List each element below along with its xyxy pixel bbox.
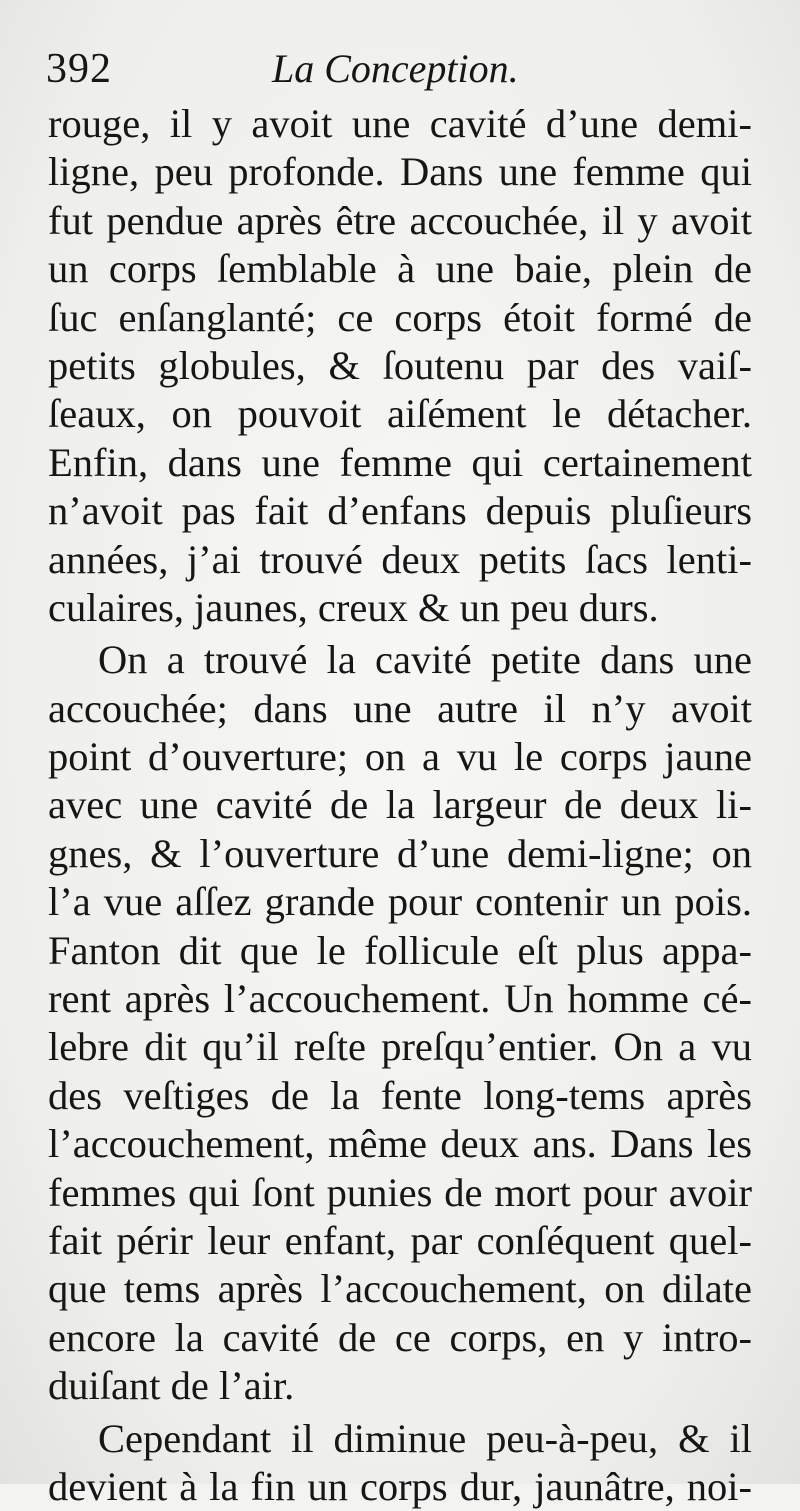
text-line: rouge, il y avoit une cavité d’une demi- [48, 101, 752, 146]
running-title: La Conception. [272, 46, 519, 91]
text-line: années, j’ai trouvé deux petits ſacs lenti- [48, 536, 752, 582]
text-line: lebre dit qu’il reſte preſqu’entier. On a vu [48, 1024, 752, 1070]
text-line: fait périr leur enfant, par conſéquent quel- [48, 1217, 752, 1263]
body-text [48, 100, 752, 1511]
page-header [46, 44, 746, 94]
text-line: point d’ouverture; on a vu le corps jaune [48, 734, 752, 780]
text-line: des veſtiges de la fente long-tems après [48, 1072, 752, 1118]
paragraph [48, 636, 752, 1410]
text-line: femmes qui ſont punies de mort pour avoir [48, 1169, 752, 1215]
text-line: Fanton dit que le follicule eſt plus appa- [48, 927, 752, 973]
text-line: On a trouvé la cavité petite dans une [98, 637, 752, 683]
text-line: l’accouchement, même deux ans. Dans les [48, 1121, 752, 1167]
text-line: que tems après l’accouchement, on dilate [48, 1266, 752, 1312]
text-line: devient à la fin un corps dur, jaunâtre, noi- [48, 1463, 752, 1509]
text-line: gnes, & l’ouverture d’une demi-ligne; on [48, 830, 752, 876]
text-line: duiſant de l’air. [48, 1363, 295, 1409]
text-line: encore la cavité de ce corps, en y intro- [48, 1314, 752, 1360]
text-line: l’a vue aſſez grande pour contenir un pois. [48, 879, 752, 925]
paragraph [48, 100, 752, 632]
text-line: Enfin, dans une femme qui certainement [48, 439, 752, 485]
text-line: un corps ſemblable à une baie, plein de [48, 246, 752, 292]
text-line: culaires, jaunes, creux & un peu durs. [48, 584, 659, 630]
paragraph [48, 1415, 752, 1511]
text-line: fut pendue après être accouchée, il y avoit [48, 197, 752, 243]
text-line: avec une cavité de la largeur de deux li- [48, 782, 752, 828]
text-line: ligne, peu profonde. Dans une femme qui [48, 149, 752, 195]
text-line: accouchée; dans une autre il n’y avoit [48, 685, 752, 731]
text-line: ſuc enſanglanté; ce corps étoit formé de [48, 294, 752, 340]
text-line: Cependant il diminue peu-à-peu, & il [98, 1415, 752, 1461]
page-number: 392 [46, 46, 112, 92]
text-line: n’avoit pas fait d’enfans depuis pluſieurs [48, 488, 752, 534]
text-line: petits globules, & ſoutenu par des vaiſ- [48, 342, 752, 388]
text-line: rent après l’accouchement. Un homme cé- [48, 976, 752, 1022]
text-line: ſeaux, on pouvoit aiſément le détacher. [48, 391, 752, 437]
